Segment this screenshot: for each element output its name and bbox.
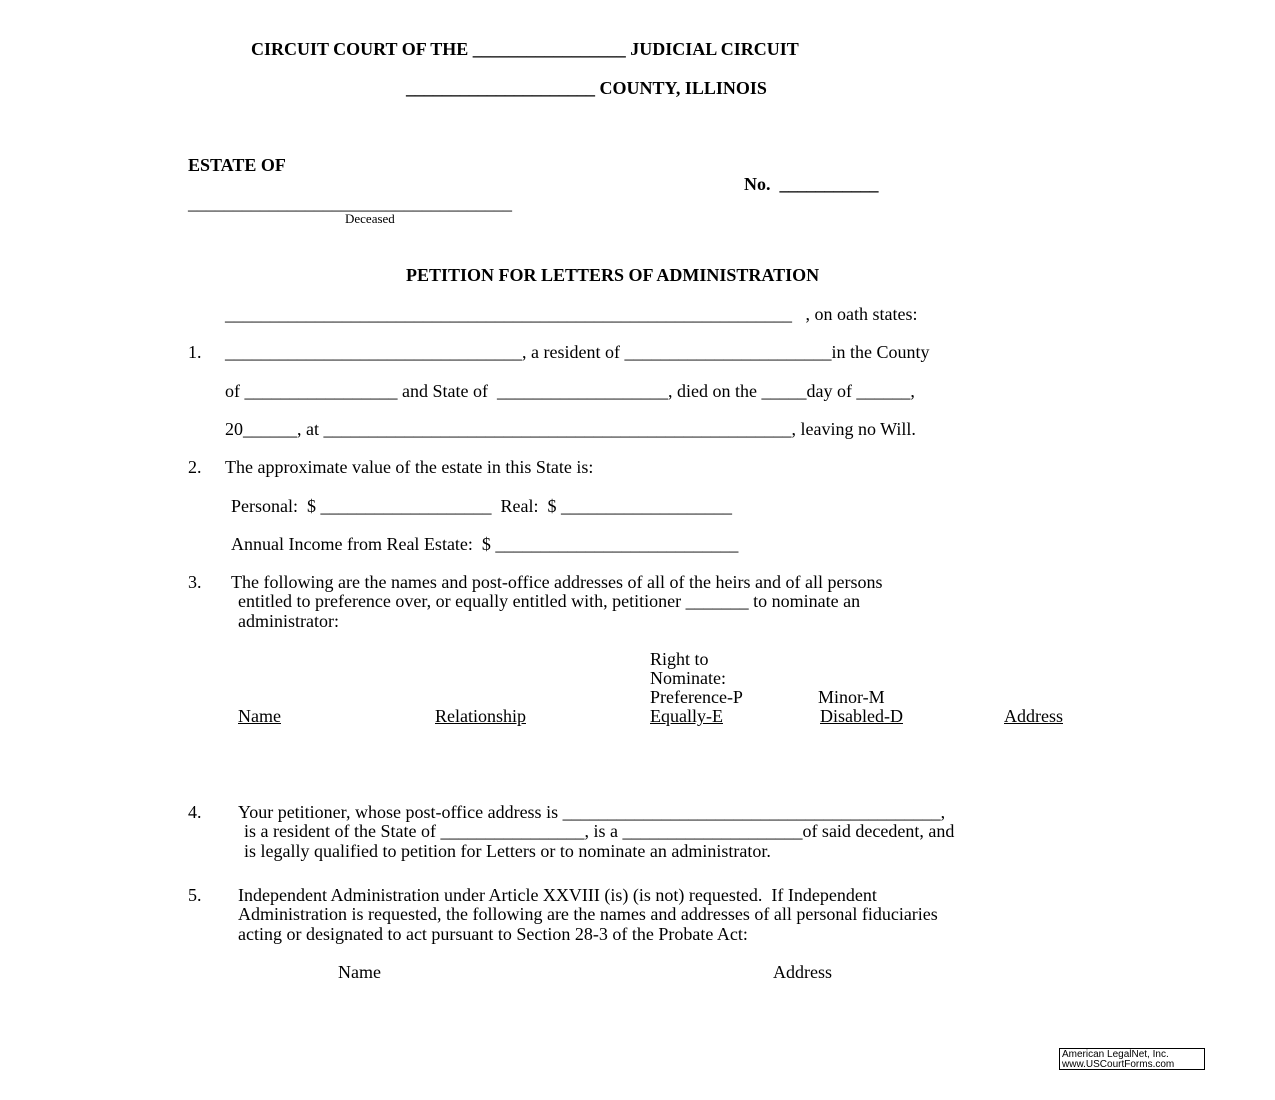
para5-line3: acting or designated to act pursuant to Section 28-3 of the Probate Act: <box>238 924 748 944</box>
estate-value-fields[interactable]: Personal: $ ___________________ Real: $ ___________________ <box>231 496 732 516</box>
para5-line1: Independent Administration under Article XXVIII (is) (is not) requested. If Independent <box>238 885 877 905</box>
para2-line1: The approximate value of the estate in this State is: <box>225 457 594 477</box>
fiduciary-col-name: Name <box>338 962 381 982</box>
county-heading: _____________________ COUNTY, ILLINOIS <box>406 78 767 98</box>
para3-line1: The following are the names and post-office addresses of all of the heirs and of all persons <box>231 572 883 592</box>
para1-number: 1. <box>188 342 202 362</box>
para4-number: 4. <box>188 802 202 822</box>
table-header-preference: Preference-P <box>650 687 743 707</box>
fiduciary-col-address: Address <box>773 962 832 982</box>
para4-line3: is legally qualified to petition for Letters or to nominate an administrator. <box>244 841 771 861</box>
court-heading: CIRCUIT COURT OF THE _________________ JUDICIAL CIRCUIT <box>251 39 799 59</box>
table-col-disabled: Disabled-D <box>820 706 903 726</box>
deceased-label: Deceased <box>345 211 395 226</box>
para3-number: 3. <box>188 572 202 592</box>
para1-line2[interactable]: of _________________ and State of ___________________, died on the _____day of ______, <box>225 381 915 401</box>
case-number-field[interactable]: No. ___________ <box>744 174 879 194</box>
estate-of-label: ESTATE OF <box>188 155 286 175</box>
para1-line3[interactable]: 20______, at ____________________________________________________, leaving no Will. <box>225 419 916 439</box>
table-header-nominate: Nominate: <box>650 668 726 688</box>
table-col-equally: Equally-E <box>650 706 723 726</box>
para3-line2[interactable]: entitled to preference over, or equally entitled with, petitioner _______ to nominate an <box>238 591 861 611</box>
table-header-right-to: Right to <box>650 649 709 669</box>
publisher-name: American LegalNet, Inc. <box>1062 1049 1169 1060</box>
para4-line1[interactable]: Your petitioner, whose post-office address is __________________________________________, <box>238 802 946 822</box>
publisher-website: www.USCourtForms.com <box>1062 1059 1175 1070</box>
annual-income-field[interactable]: Annual Income from Real Estate: $ ___________________________ <box>231 534 739 554</box>
para1-line1[interactable]: _________________________________, a resident of _______________________in the County <box>225 342 930 362</box>
petitioner-oath-line[interactable]: _______________________________________________________________ , on oath states: <box>225 304 918 324</box>
para4-line2[interactable]: is a resident of the State of ________________, is a ____________________of said decedent, and <box>244 821 955 841</box>
para3-line3: administrator: <box>238 611 339 631</box>
table-col-name: Name <box>238 706 281 726</box>
decedent-name-field[interactable]: ____________________________________ <box>188 193 512 213</box>
para2-number: 2. <box>188 457 202 477</box>
table-header-minor: Minor-M <box>818 687 885 707</box>
para5-line2: Administration is requested, the following are the names and addresses of all personal fiduciaries <box>238 904 938 924</box>
document-title: PETITION FOR LETTERS OF ADMINISTRATION <box>406 265 820 285</box>
para5-number: 5. <box>188 885 202 905</box>
table-col-address: Address <box>1004 706 1063 726</box>
table-col-relationship: Relationship <box>435 706 526 726</box>
publisher-stamp <box>1059 1048 1205 1070</box>
